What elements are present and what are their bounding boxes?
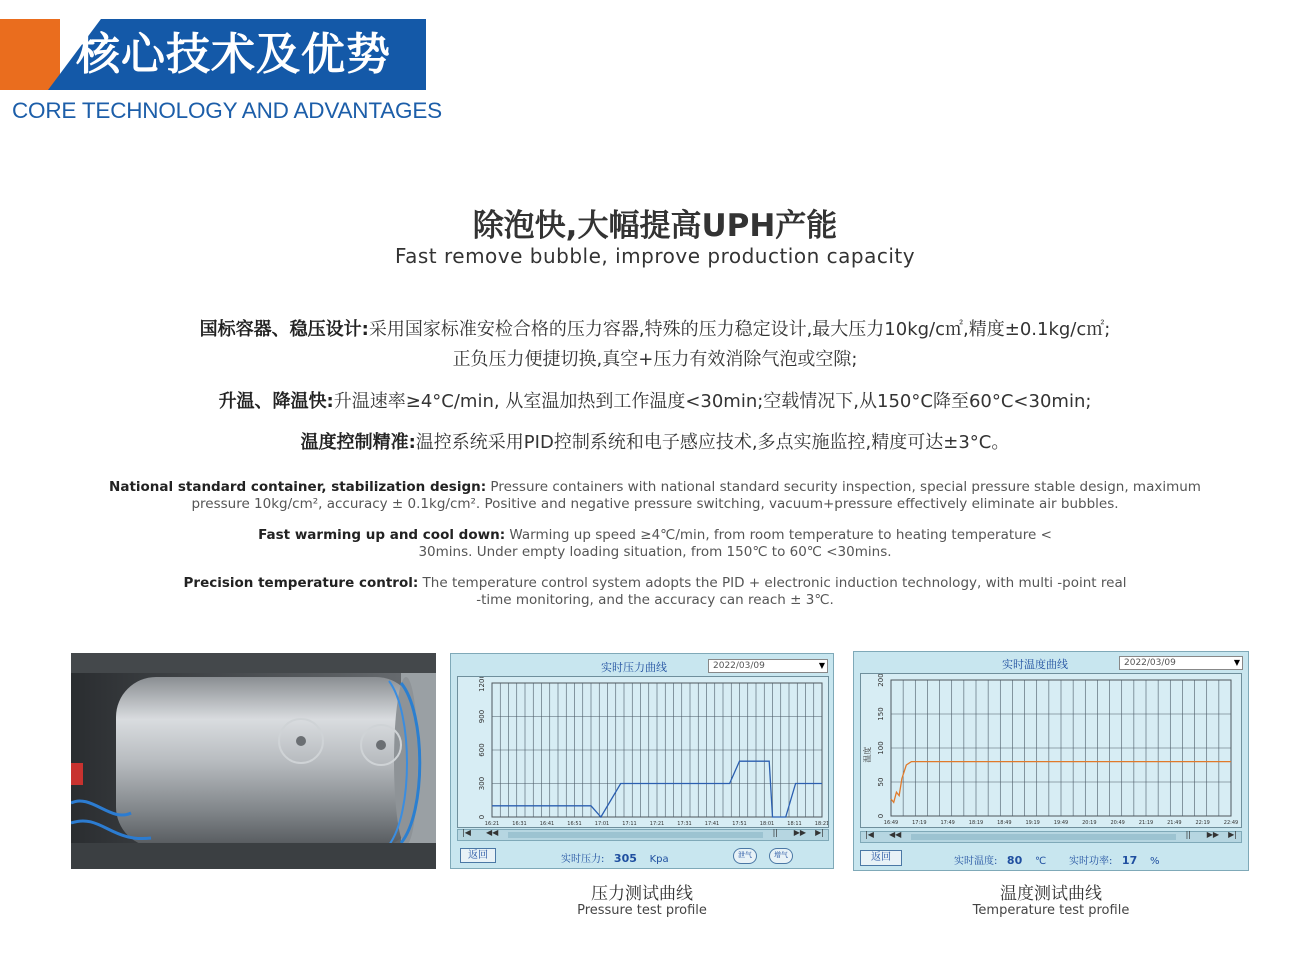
x-tick-label: 21:19: [1138, 820, 1154, 826]
x-tick-label: 16:49: [883, 820, 899, 826]
x-tick-label: 17:11: [622, 821, 637, 827]
page-title: 核心技术及优势: [76, 29, 391, 80]
x-tick-label: 17:01: [594, 821, 610, 827]
first-page-icon[interactable]: |◀: [462, 828, 471, 837]
y-tick-label: 150: [877, 707, 885, 721]
pressure-panel-title: 实时压力曲线: [601, 661, 667, 674]
temperature-chart-area: [860, 673, 1242, 828]
pressure-vessel-illustration: [71, 653, 436, 869]
x-tick-label: 19:49: [1053, 820, 1069, 826]
y-tick-label: 100: [877, 741, 885, 755]
x-tick-label: 17:49: [940, 820, 955, 826]
x-tick-label: 17:51: [732, 821, 747, 827]
pressure-vessel-photo: [71, 653, 436, 869]
prev-page-icon[interactable]: ◀◀: [889, 830, 902, 839]
pressure-caption-cn: 压力测试曲线: [591, 884, 693, 904]
x-tick-label: 16:51: [567, 821, 582, 827]
x-tick-label: 17:21: [649, 821, 665, 827]
temperature-status-label: 实时温度:: [954, 856, 998, 867]
temperature-monitor-panel: [853, 651, 1249, 871]
en-point-2-line2: 30mins. Under empty loading situation, from 150℃ to 60℃ <30mins.: [418, 544, 892, 560]
vent-button[interactable]: 泄气: [733, 848, 757, 864]
x-tick-label: 18:11: [787, 821, 802, 827]
section-title: 除泡快,大幅提高UPH产能: [472, 208, 838, 244]
y-tick-label: 300: [478, 776, 486, 791]
last-page-icon[interactable]: ▶|: [1228, 830, 1237, 839]
en-point-1-line2: pressure 10kg/cm², accuracy ± 0.1kg/cm². Positive and negative pressure switching, vacuum+pressure effectively eliminate air bubbles.: [191, 496, 1119, 512]
temperature-status: [954, 852, 1046, 867]
x-tick-label: 16:21: [484, 821, 500, 827]
cn-point-2-label: 升温、降温快:: [218, 391, 334, 412]
pressure-chart-svg: [458, 677, 828, 827]
pressure-date-select[interactable]: [708, 659, 828, 673]
pressure-scrollbar[interactable]: [457, 829, 829, 841]
next-page-icon[interactable]: ▶▶: [793, 828, 806, 837]
x-tick-label: 18:01: [759, 821, 775, 827]
y-tick-label: 0: [877, 813, 885, 819]
y-tick-label: 0: [478, 814, 486, 820]
en-point-2-line1: Warming up speed ≥4℃/min, from room temperature to heating temperature <: [505, 527, 1052, 543]
en-point-1-label: National standard container, stabilization design:: [109, 479, 487, 495]
section-subtitle: Fast remove bubble, improve production capacity: [394, 244, 916, 268]
y-axis-label: 温度: [863, 746, 872, 763]
pressure-status-label: 实时压力:: [561, 854, 605, 865]
prev-page-icon[interactable]: ◀◀: [486, 828, 499, 837]
x-tick-label: 22:19: [1195, 820, 1210, 826]
cn-point-1-line2: 正负压力便捷切换,真空+压力有效消除气泡或空隙;: [452, 349, 858, 370]
x-tick-label: 16:31: [512, 821, 527, 827]
x-tick-label: 20:19: [1082, 820, 1097, 826]
y-tick-label: 50: [877, 777, 885, 787]
cn-point-1-label: 国标容器、稳压设计:: [199, 319, 369, 340]
cn-point-3-text: 温控系统采用PID控制系统和电子感应技术,多点实施监控,精度可达±3°C。: [415, 432, 1010, 453]
pause-icon[interactable]: ||: [1185, 830, 1191, 839]
cn-point-2-text: 升温速率≥4°C/min, 从室温加热到工作温度<30min;空载情况下,从150°C降至60°C<30min;: [333, 391, 1092, 412]
cn-point-2: [0, 387, 1310, 413]
last-page-icon[interactable]: ▶|: [815, 828, 824, 837]
temperature-panel-title: 实时温度曲线: [1002, 658, 1068, 671]
temperature-chart-svg: [861, 674, 1241, 827]
x-tick-label: 16:41: [539, 821, 555, 827]
x-tick-label: 17:19: [912, 820, 927, 826]
power-status-label: 实时功率:: [1069, 856, 1113, 867]
pressure-monitor-panel: [450, 653, 834, 869]
back-button[interactable]: 返回: [860, 850, 902, 866]
pressure-status-value: 305: [613, 852, 637, 865]
power-status-unit: %: [1149, 856, 1160, 867]
y-tick-label: 900: [478, 709, 486, 724]
power-status-value: 17: [1121, 854, 1138, 867]
pressure-caption-en: Pressure test profile: [577, 903, 707, 918]
chevron-down-icon: ▼: [1233, 658, 1240, 667]
x-tick-label: 17:41: [704, 821, 720, 827]
temperature-scrollbar[interactable]: [860, 831, 1242, 843]
en-point-3-label: Precision temperature control:: [183, 575, 419, 591]
temperature-status-unit: ℃: [1034, 856, 1047, 867]
temperature-caption-en: Temperature test profile: [972, 903, 1130, 918]
pause-icon[interactable]: ||: [772, 828, 778, 837]
y-tick-label: 200: [877, 674, 885, 687]
chevron-down-icon: ▼: [818, 661, 825, 670]
temperature-date-value: 2022/03/09: [1124, 658, 1176, 668]
pressure-status: [561, 850, 669, 865]
pressurize-button[interactable]: 增气: [769, 848, 793, 864]
en-point-2-label: Fast warming up and cool down:: [258, 527, 506, 543]
temperature-caption-cn: 温度测试曲线: [1000, 884, 1102, 904]
cn-point-1: [0, 315, 1310, 341]
en-point-3-line2: -time monitoring, and the accuracy can reach ± 3℃.: [476, 592, 834, 608]
temperature-status-value: 80: [1006, 854, 1023, 867]
power-status: [1069, 852, 1159, 867]
scroll-track[interactable]: [911, 834, 1176, 840]
cn-point-1-text: 采用国家标准安检合格的压力容器,特殊的压力稳定设计,最大压力10kg/c㎡,精度±0.1kg/c㎡;: [368, 319, 1111, 340]
header-accent-orange: [0, 19, 60, 90]
cn-point-3: [0, 428, 1310, 454]
y-tick-label: 1200: [478, 677, 486, 692]
x-tick-label: 19:19: [1025, 820, 1040, 826]
pressure-date-value: 2022/03/09: [713, 661, 765, 671]
x-tick-label: 18:21: [814, 821, 828, 827]
cn-point-3-label: 温度控制精准:: [300, 432, 416, 453]
en-point-1: [0, 479, 1310, 513]
x-tick-label: 18:49: [997, 820, 1012, 826]
first-page-icon[interactable]: |◀: [865, 830, 874, 839]
en-point-3-line1: The temperature control system adopts the PID + electronic induction technology, with multi -point real: [418, 575, 1127, 591]
x-tick-label: 22:49: [1223, 820, 1239, 826]
next-page-icon[interactable]: ▶▶: [1206, 830, 1219, 839]
back-button[interactable]: 返回: [460, 848, 496, 863]
x-tick-label: 18:19: [968, 820, 984, 826]
y-tick-label: 600: [478, 743, 486, 757]
x-tick-label: 21:49: [1167, 820, 1182, 826]
en-point-1-line1: Pressure containers with national standard security inspection, special pressure stable design, maximum: [486, 479, 1201, 495]
x-tick-label: 20:49: [1110, 820, 1125, 826]
en-point-3: [0, 575, 1310, 609]
temperature-date-select[interactable]: [1119, 656, 1243, 670]
page-subtitle: CORE TECHNOLOGY AND ADVANTAGES: [12, 98, 442, 123]
pressure-status-unit: Kpa: [649, 854, 669, 865]
scroll-track[interactable]: [508, 832, 763, 838]
x-tick-label: 17:31: [677, 821, 692, 827]
pressure-chart-area: [457, 676, 829, 828]
en-point-2: [0, 527, 1310, 561]
